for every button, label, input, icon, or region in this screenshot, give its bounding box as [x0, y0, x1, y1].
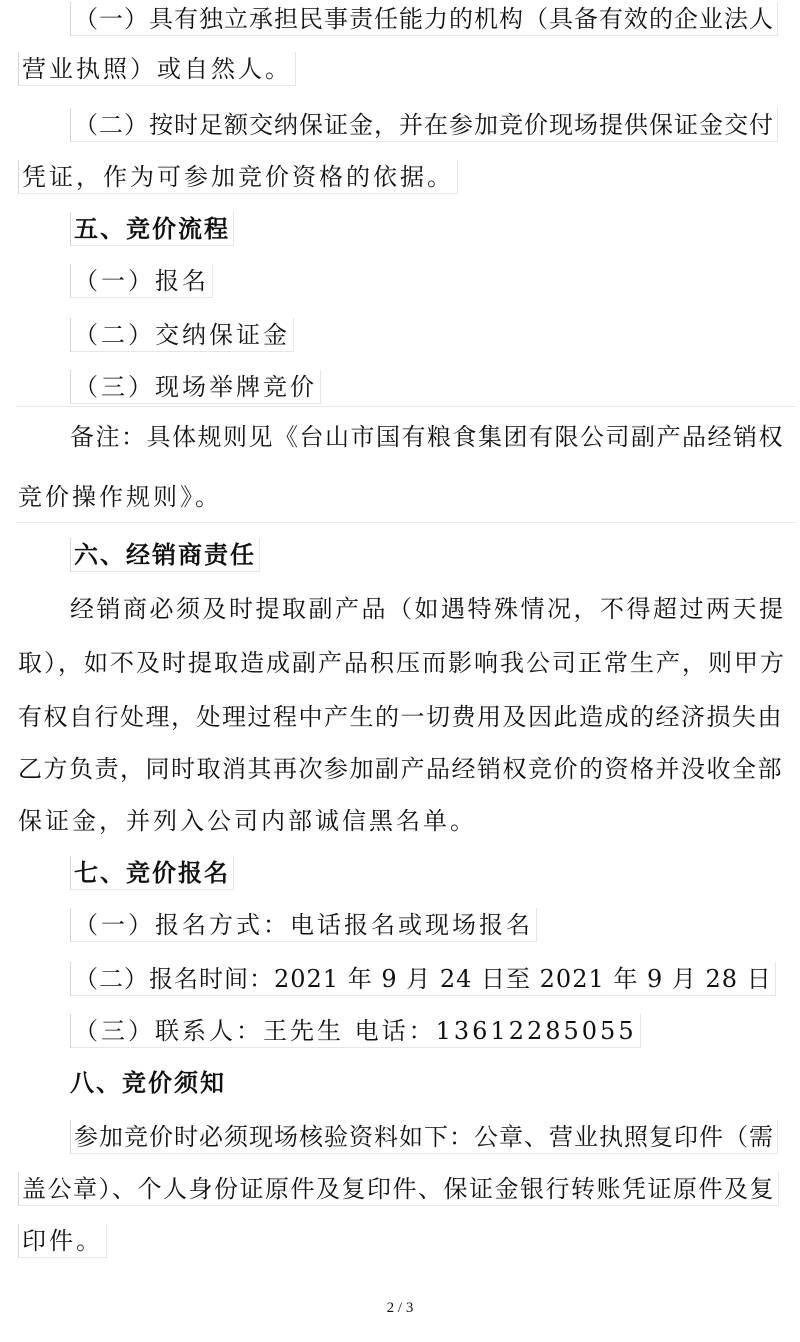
- registration-method: （一）报名方式：电话报名或现场报名: [70, 908, 537, 942]
- responsibility-line-4: 乙方负责，同时取消其再次参加副产品经销权竞价的资格并没收全部: [18, 755, 783, 783]
- responsibility-line-2: 取），如不及时提取造成副产品积压而影响我公司正常生产，则甲方: [18, 649, 786, 677]
- section-7-heading: 七、竞价报名: [70, 856, 234, 890]
- registration-time: （二）报名时间：2021 年 9 月 24 日至 2021 年 9 月 28 日: [70, 962, 776, 996]
- qualification-2-line-1: （二）按时足额交纳保证金，并在参加竞价现场提供保证金交付: [70, 108, 778, 142]
- notice-line-3: 印件。: [18, 1224, 107, 1258]
- process-step-3: （三）现场举牌竞价: [70, 370, 321, 404]
- qualification-1-line-1: （一）具有独立承担民事责任能力的机构（具备有效的企业法人: [70, 2, 778, 36]
- notice-line-1: 参加竞价时必须现场核验资料如下：公章、营业执照复印件（需: [70, 1120, 778, 1154]
- section-5-heading: 五、竞价流程: [70, 212, 234, 246]
- process-step-1: （一）报名: [70, 264, 213, 298]
- section-6-heading: 六、经销商责任: [70, 538, 260, 572]
- process-step-2: （二）交纳保证金: [70, 318, 294, 352]
- remark-line-2: 竞价操作规则》。: [18, 483, 222, 511]
- contact-info: （三）联系人：王先生 电话：13612285055: [70, 1014, 641, 1048]
- responsibility-line-1: 经销商必须及时提取副产品（如遇特殊情况，不得超过两天提: [70, 595, 786, 623]
- divider: [16, 522, 796, 523]
- page-number: 2 / 3: [386, 1300, 414, 1316]
- notice-line-2: 盖公章）、个人身份证原件及复印件、保证金银行转账凭证原件及复: [18, 1172, 779, 1206]
- responsibility-line-5: 保证金，并列入公司内部诚信黑名单。: [18, 807, 477, 835]
- remark-line-1: 备注：具体规则见《台山市国有粮食集团有限公司副产品经销权: [70, 423, 784, 451]
- divider: [16, 406, 796, 407]
- qualification-2-line-2: 凭证，作为可参加竞价资格的依据。: [18, 160, 458, 194]
- section-8-heading: 八、竞价须知: [70, 1069, 226, 1097]
- responsibility-line-3: 有权自行处理，处理过程中产生的一切费用及因此造成的经济损失由: [18, 703, 783, 731]
- qualification-1-line-2: 营业执照）或自然人。: [18, 52, 296, 86]
